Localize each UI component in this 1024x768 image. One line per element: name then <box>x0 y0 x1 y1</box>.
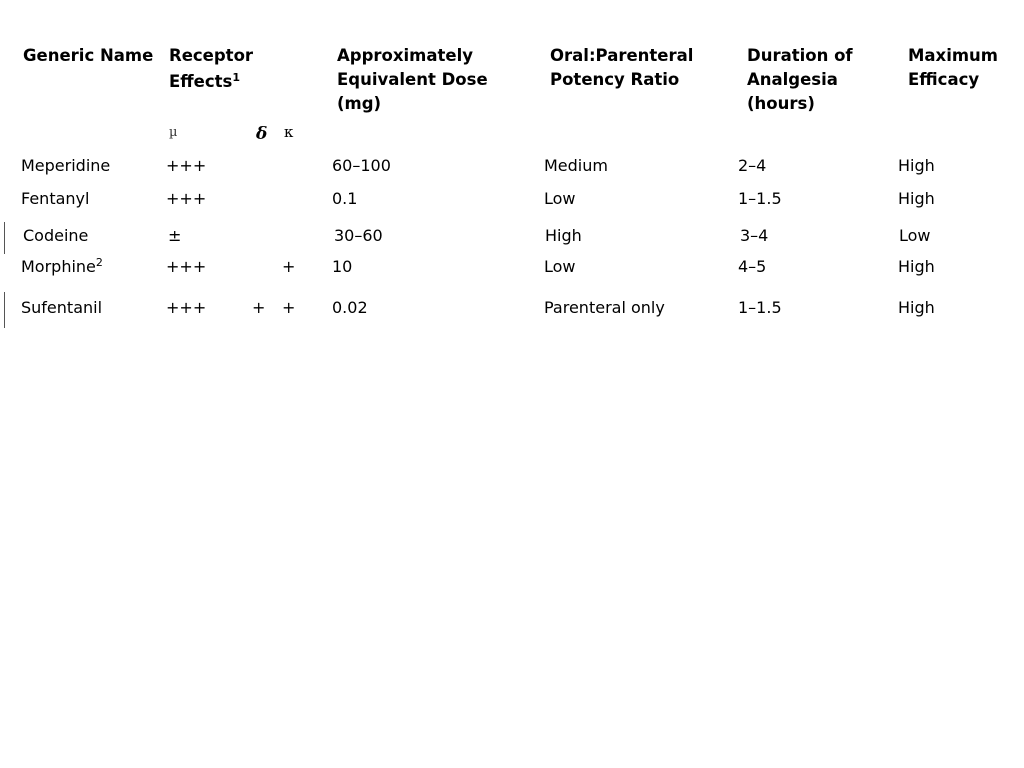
delta-receptor-symbol: δ <box>256 124 268 144</box>
row-sufentanil-ratio: Parenteral only <box>544 298 665 317</box>
header-generic-name: Generic Name <box>23 46 154 65</box>
header-efficacy-line1: Maximum <box>908 46 998 65</box>
row-divider-line <box>4 222 5 254</box>
row-fentanyl-duration: 1–1.5 <box>738 189 782 208</box>
header-duration-line1: Duration of <box>747 46 853 65</box>
row-meperidine-mu: +++ <box>166 156 207 175</box>
row-divider-line <box>4 292 5 328</box>
header-dose-line1: Approximately <box>337 46 473 65</box>
row-morphine-footnote: 2 <box>95 256 103 269</box>
row-fentanyl-efficacy: High <box>898 189 935 208</box>
row-codeine-mu: ± <box>168 226 182 245</box>
header-ratio-line2: Potency Ratio <box>550 70 680 89</box>
row-sufentanil-dose: 0.02 <box>332 298 368 317</box>
row-morphine-name-text: Morphine <box>21 257 96 276</box>
row-morphine-duration: 4–5 <box>738 257 767 276</box>
row-morphine-ratio: Low <box>544 257 576 276</box>
row-meperidine-efficacy: High <box>898 156 935 175</box>
header-receptor-effects-footnote: 1 <box>232 71 240 84</box>
header-receptor-effects-line2 <box>169 70 240 94</box>
header-dose-line3: (mg) <box>337 94 382 113</box>
row-meperidine-ratio: Medium <box>544 156 608 175</box>
row-codeine-duration: 3–4 <box>740 226 769 245</box>
mu-receptor-symbol: µ <box>169 125 178 140</box>
kappa-receptor-symbol: κ <box>284 123 294 141</box>
header-receptor-effects-line1: Receptor <box>169 46 254 65</box>
header-dose-line2: Equivalent Dose <box>337 70 488 89</box>
opioid-table <box>0 0 1024 340</box>
header-duration-line3: (hours) <box>747 94 815 113</box>
row-morphine-name <box>21 255 103 279</box>
row-sufentanil-mu: +++ <box>166 298 207 317</box>
header-efficacy-line2: Efficacy <box>908 70 980 89</box>
row-sufentanil-efficacy: High <box>898 298 935 317</box>
header-ratio-line1: Oral:Parenteral <box>550 46 694 65</box>
row-meperidine-name: Meperidine <box>21 156 111 175</box>
row-morphine-dose: 10 <box>332 257 353 276</box>
row-morphine-efficacy: High <box>898 257 935 276</box>
row-morphine-kappa: + <box>282 257 296 276</box>
row-sufentanil-delta: + <box>252 298 266 317</box>
row-fentanyl-dose: 0.1 <box>332 189 358 208</box>
row-morphine-mu: +++ <box>166 257 207 276</box>
row-meperidine-duration: 2–4 <box>738 156 767 175</box>
header-duration-line2: Analgesia <box>747 70 838 89</box>
row-sufentanil-duration: 1–1.5 <box>738 298 782 317</box>
row-codeine-dose: 30–60 <box>334 226 383 245</box>
row-fentanyl-mu: +++ <box>166 189 207 208</box>
row-codeine-efficacy: Low <box>899 226 931 245</box>
row-codeine-ratio: High <box>545 226 582 245</box>
row-fentanyl-name: Fentanyl <box>21 189 90 208</box>
row-sufentanil-name: Sufentanil <box>21 298 103 317</box>
row-meperidine-dose: 60–100 <box>332 156 391 175</box>
row-sufentanil-kappa: + <box>282 298 296 317</box>
row-fentanyl-ratio: Low <box>544 189 576 208</box>
row-codeine-name: Codeine <box>23 226 89 245</box>
header-receptor-effects-text: Effects <box>169 72 233 91</box>
